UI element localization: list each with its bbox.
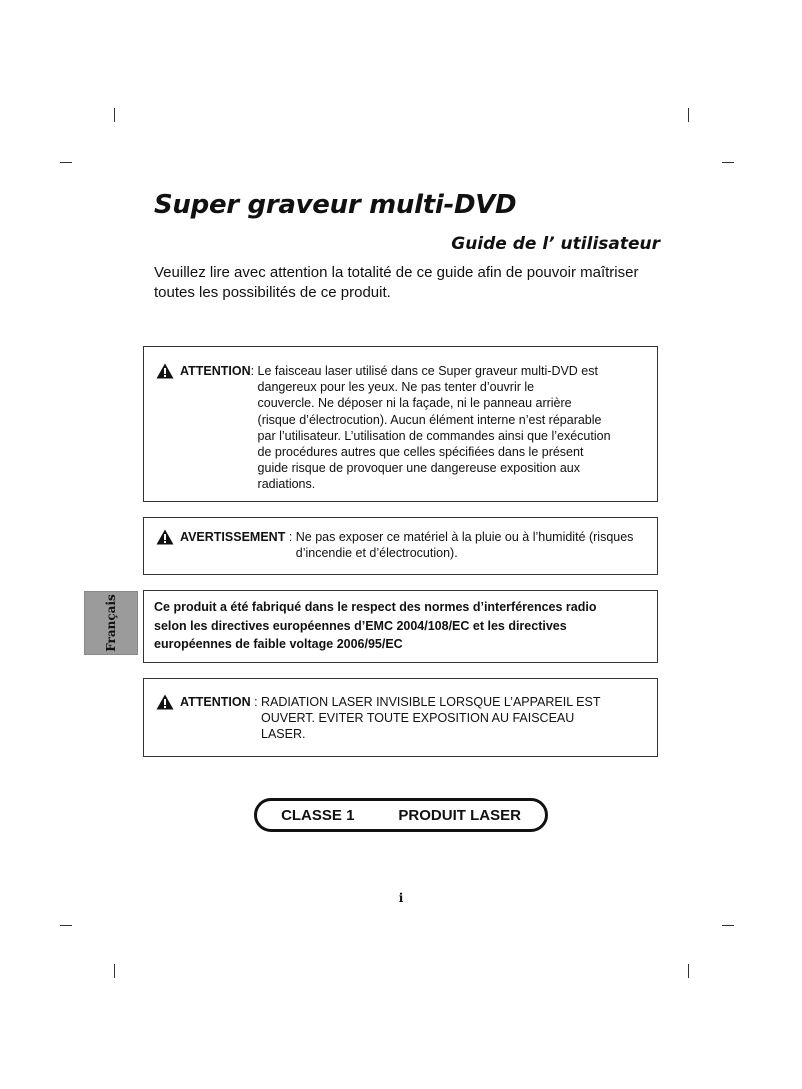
crop-mark [60, 925, 72, 926]
radiation-text [261, 694, 600, 743]
laser-class: CLASSE 1 [281, 806, 355, 824]
text-line: RADIATION LASER INVISIBLE LORSQUE L’APPAREIL EST [261, 695, 601, 709]
compliance-box [143, 590, 658, 663]
intro-paragraph: Veuillez lire avec attention la totalité de ce guide afin de pouvoir maîtriser toutes les possibilités de ce produit. [154, 264, 639, 301]
radiation-separator: : [250, 695, 262, 709]
text-line: guide risque de provoquer une dangereuse exposition aux [257, 461, 581, 476]
compliance-text [154, 598, 597, 654]
avertissement-warning [156, 529, 633, 561]
crop-mark [114, 964, 115, 978]
text-line: OUVERT. EVITER TOUTE EXPOSITION AU FAISCEAU [261, 711, 575, 726]
text-line: dangereux pour les yeux. Ne pas tenter d’ouvrir le [257, 380, 535, 395]
text-line: Le faisceau laser utilisé dans ce Super graveur multi-DVD est [257, 364, 598, 378]
laser-class-badge [254, 798, 548, 832]
crop-mark [60, 162, 72, 163]
text-line: Ce produit a été fabriqué dans le respect des normes d’interférences radio [154, 600, 597, 614]
document-subtitle: Guide de l’ utilisateur [451, 234, 660, 254]
attention-box [143, 346, 658, 502]
attention-text [258, 363, 611, 493]
laser-product: PRODUIT LASER [398, 806, 521, 824]
document-title: Super graveur multi-DVD [154, 190, 517, 220]
attention-warning [156, 363, 611, 493]
crop-mark [722, 925, 734, 926]
radiation-box [143, 678, 658, 757]
warning-icon [156, 694, 174, 710]
attention-separator: : [250, 364, 258, 378]
text-line: (risque d’électrocution). Aucun élément interne n’est réparable [257, 412, 602, 427]
text-line: par l’utilisateur. L’utilisation de commandes ainsi que l’exécution [257, 428, 611, 443]
text-line: Ne pas exposer ce matériel à la pluie ou à l’humidité (risques [295, 530, 634, 544]
radiation-label: ATTENTION [180, 695, 251, 709]
text-line: LASER. [261, 727, 306, 742]
radiation-warning [156, 694, 600, 743]
text-line: d’incendie et d’électrocution). [295, 546, 458, 561]
avertissement-label: AVERTISSEMENT [180, 530, 286, 544]
warning-icon [156, 363, 174, 379]
attention-label: ATTENTION [180, 364, 251, 378]
crop-mark [114, 108, 115, 122]
text-line: couvercle. Ne déposer ni la façade, ni le panneau arrière [257, 396, 572, 411]
page-number: i [398, 891, 404, 905]
language-tab [84, 591, 138, 655]
language-tab-label: Français [104, 594, 118, 652]
warning-icon [156, 529, 174, 545]
avertissement-text [296, 529, 634, 561]
text-line: européennes de faible voltage 2006/95/EC [154, 637, 403, 651]
crop-mark [722, 162, 734, 163]
avertissement-separator: : [285, 530, 296, 544]
text-line: de procédures autres que celles spécifiées dans le présent [257, 445, 584, 460]
text-line: radiations. [257, 477, 316, 492]
crop-mark [688, 964, 689, 978]
avertissement-box [143, 517, 658, 575]
crop-mark [688, 108, 689, 122]
text-line: selon les directives européennes d’EMC 2004/108/EC et les directives [154, 618, 567, 633]
